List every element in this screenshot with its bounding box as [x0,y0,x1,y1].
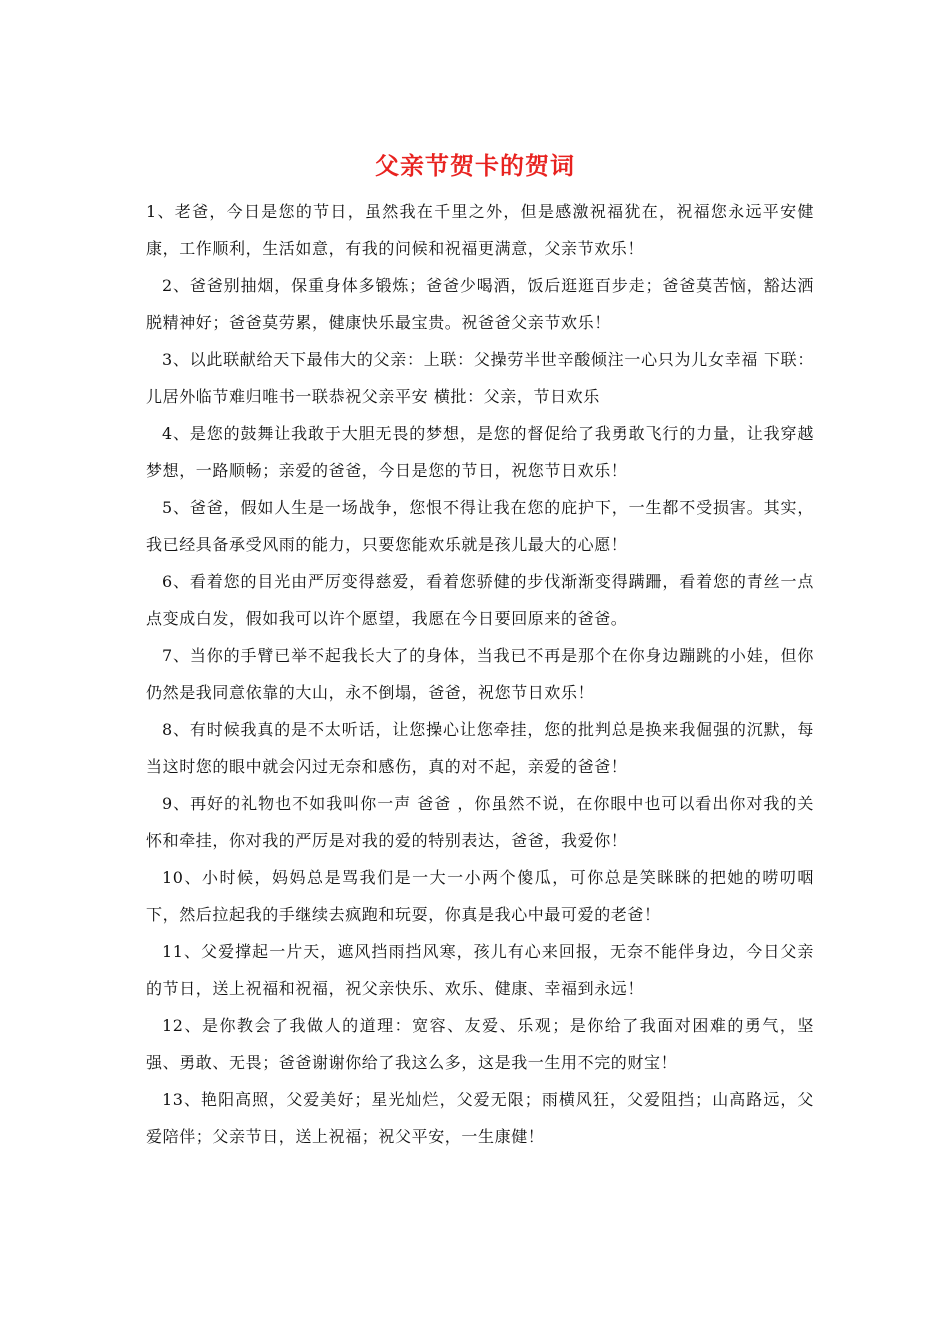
paragraph-11: 11、父爱撑起一片天，遮风挡雨挡风寒，孩儿有心来回报，无奈不能伴身边，今日父亲的节日，送上祝福和祝福，祝父亲快乐、欢乐、健康、幸福到永远！ [146,942,814,998]
document-title: 父亲节贺卡的贺词 [375,151,575,180]
paragraph-1: 1、老爸，今日是您的节日，虽然我在千里之外，但是感激祝福犹在，祝福您永远平安健康，工作顺利，生活如意，有我的问候和祝福更满意，父亲节欢乐！ [146,202,814,258]
paragraph-6: 6、看着您的目光由严厉变得慈爱，看着您骄健的步伐渐渐变得蹒跚，看着您的青丝一点点变成白发，假如我可以许个愿望，我愿在今日要回原来的爸爸。 [146,572,814,628]
paragraph-4: 4、是您的鼓舞让我敢于大胆无畏的梦想，是您的督促给了我勇敢飞行的力量，让我穿越梦想，一路顺畅；亲爱的爸爸，今日是您的节日，祝您节日欢乐！ [146,424,814,480]
paragraph-7: 7、当你的手臂已举不起我长大了的身体，当我已不再是那个在你身边蹦跳的小娃，但你仍然是我同意依靠的大山，永不倒塌，爸爸，祝您节日欢乐！ [146,646,814,702]
paragraph-8: 8、有时候我真的是不太听话，让您操心让您牵挂，您的批判总是换来我倔强的沉默，每当这时您的眼中就会闪过无奈和感伤，真的对不起，亲爱的爸爸！ [146,720,814,776]
document-body [146,193,814,1155]
paragraph-12: 12、是你教会了我做人的道理：宽容、友爱、乐观；是你给了我面对困难的勇气，坚强、勇敢、无畏；爸爸谢谢你给了我这么多，这是我一生用不完的财宝！ [146,1016,814,1072]
paragraph-9: 9、再好的礼物也不如我叫你一声 爸爸 ，你虽然不说，在你眼中也可以看出你对我的关怀和牵挂，你对我的严厉是对我的爱的特别表达，爸爸，我爱你！ [146,794,814,850]
paragraph-3: 3、以此联献给天下最伟大的父亲：上联：父操劳半世辛酸倾注一心只为儿女幸福 下联：儿居外临节难归唯书一联恭祝父亲平安 横批：父亲，节日欢乐 [146,350,814,406]
paragraph-13: 13、艳阳高照，父爱美好；星光灿烂，父爱无限；雨横风狂，父爱阻挡；山高路远，父爱陪伴；父亲节日，送上祝福；祝父平安，一生康健！ [146,1090,814,1146]
paragraph-10: 10、小时候，妈妈总是骂我们是一大一小两个傻瓜，可你总是笑眯眯的把她的唠叨咽下，然后拉起我的手继续去疯跑和玩耍，你真是我心中最可爱的老爸！ [146,868,814,924]
paragraph-2: 2、爸爸别抽烟，保重身体多锻炼；爸爸少喝酒，饭后逛逛百步走；爸爸莫苦恼，豁达洒脱精神好；爸爸莫劳累，健康快乐最宝贵。祝爸爸父亲节欢乐！ [146,276,814,332]
paragraph-5: 5、爸爸，假如人生是一场战争，您恨不得让我在您的庇护下，一生都不受损害。其实，我已经具备承受风雨的能力，只要您能欢乐就是孩儿最大的心愿！ [146,498,814,554]
